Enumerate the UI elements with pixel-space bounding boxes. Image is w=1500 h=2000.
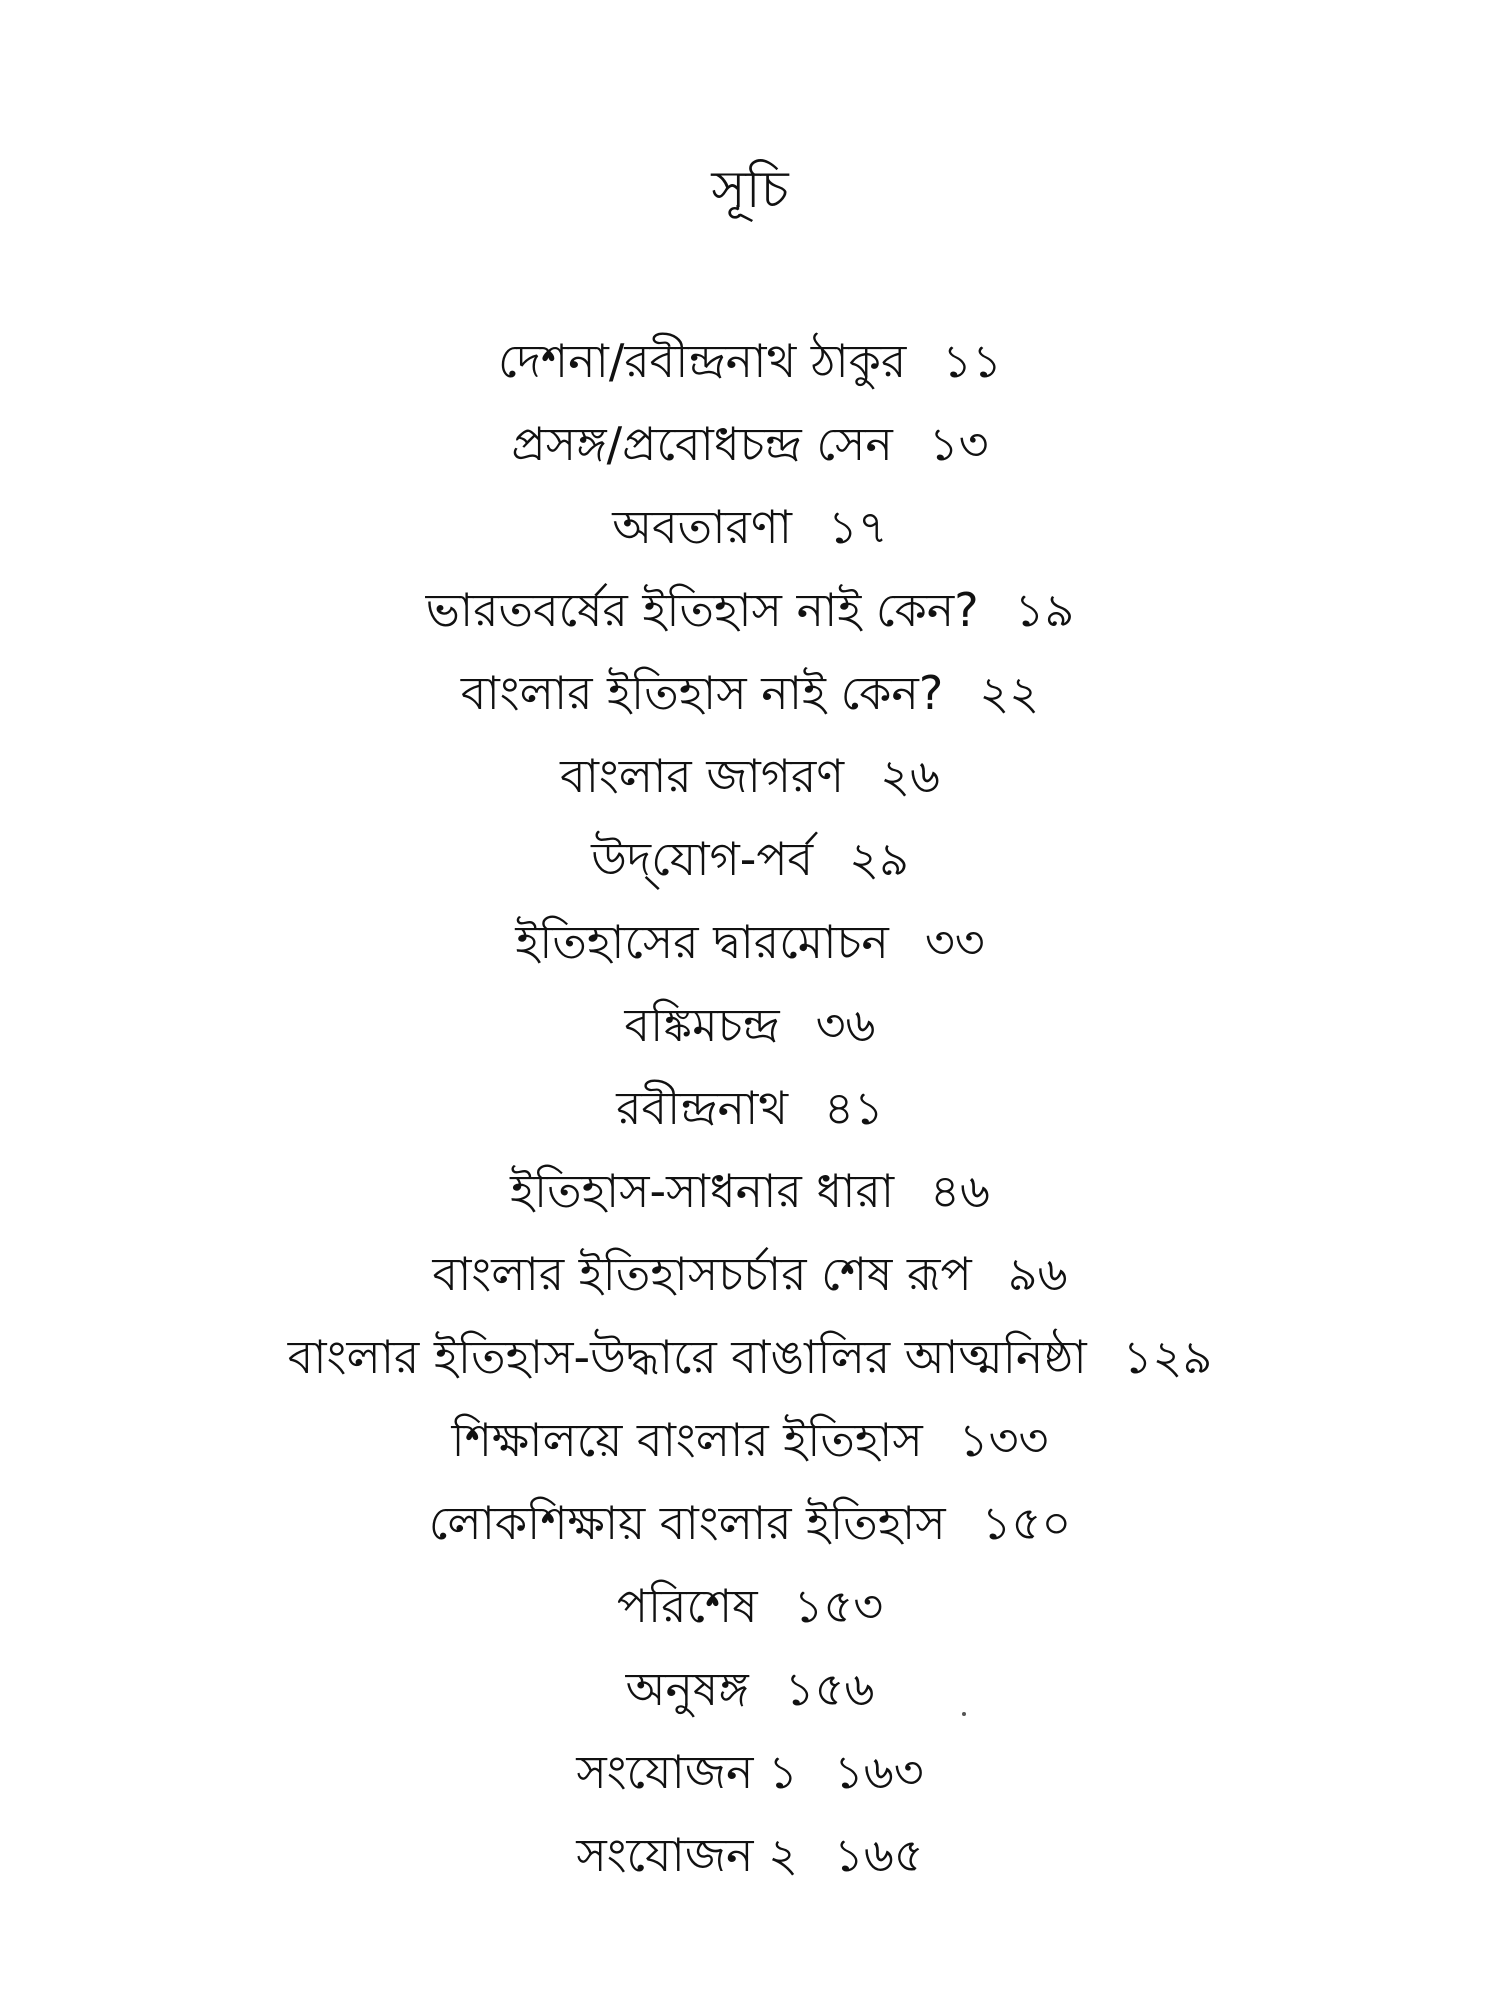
toc-entry (0, 1399, 1500, 1482)
toc-entry (0, 1316, 1500, 1399)
toc-entry-page: ১৭ (828, 500, 888, 554)
toc-entry-title: সংযোজন ১ (576, 1745, 798, 1799)
toc-entry-title: অনুষঙ্গ (625, 1662, 749, 1716)
toc-entry (0, 569, 1500, 652)
toc-entry (0, 901, 1500, 984)
toc-entry-page: ১৫৬ (784, 1662, 875, 1716)
toc-entry-page: ১৩ (928, 417, 989, 471)
toc-entry-title: পরিশেষ (616, 1579, 758, 1633)
toc-entry (0, 818, 1500, 901)
toc-entry-title: লোকশিক্ষায় বাংলার ইতিহাস (428, 1496, 946, 1550)
toc-entry-title: প্রসঙ্গ/প্রবোধচন্দ্র সেন (511, 417, 893, 471)
toc-entry-page: ১৫০ (981, 1496, 1072, 1550)
toc-entry (0, 1150, 1500, 1233)
toc-entry-page: ১৩৩ (958, 1413, 1049, 1467)
toc-entry-title: বঙ্কিমচন্দ্র (624, 998, 780, 1052)
toc-entry-page: ২৯ (849, 832, 909, 886)
toc-entry-title: বাংলার জাগরণ (560, 749, 845, 803)
toc-entry (0, 486, 1500, 569)
toc-entry-page: ১২৯ (1122, 1330, 1213, 1384)
toc-entry-title: বাংলার ইতিহাস-উদ্ধারে বাঙালির আত্মনিষ্ঠা (287, 1330, 1087, 1384)
toc-entry-title: ইতিহাসের দ্বারমোচন (515, 915, 889, 969)
toc-entry-page: ১৬৫ (834, 1828, 924, 1882)
toc-entry (0, 1648, 1500, 1731)
toc-entry (0, 1814, 1500, 1897)
toc-entry (0, 1233, 1500, 1316)
toc-entry-title: দেশনা/রবীন্দ্রনাথ ঠাকুর (498, 334, 907, 388)
toc-entry (0, 1482, 1500, 1565)
toc-entry-title: রবীন্দ্রনাথ (616, 1081, 789, 1135)
toc-entry-page: ২৬ (880, 749, 940, 803)
toc-entry-page: ১১ (942, 334, 1002, 388)
toc-entry-page: ১৯ (1014, 583, 1075, 637)
ink-speck (962, 1712, 966, 1716)
toc-entry-title: বাংলার ইতিহাসচর্চার শেষ রূপ (432, 1247, 972, 1301)
toc-entry (0, 1067, 1500, 1150)
toc-entry-page: ২২ (979, 666, 1040, 720)
toc-entry-title: সংযোজন ২ (576, 1828, 799, 1882)
table-of-contents (0, 320, 1500, 1897)
toc-entry-title: বাংলার ইতিহাস নাই কেন? (460, 666, 944, 720)
toc-entry (0, 652, 1500, 735)
toc-entry-page: ৪১ (824, 1081, 884, 1135)
toc-entry-page: ৯৬ (1007, 1247, 1068, 1301)
toc-entry-page: ৩৬ (815, 998, 876, 1052)
toc-entry-page: ৪৬ (930, 1164, 990, 1218)
toc-entry-title: ভারতবর্ষের ইতিহাস নাই কেন? (425, 583, 979, 637)
toc-entry (0, 403, 1500, 486)
toc-entry (0, 735, 1500, 818)
toc-entry (0, 320, 1500, 403)
page-title: সূচি (711, 160, 789, 220)
toc-entry-page: ৩৩ (924, 915, 985, 969)
toc-entry-page: ১৫৩ (793, 1579, 884, 1633)
toc-entry-page: ১৬৩ (833, 1745, 924, 1799)
toc-entry-title: শিক্ষালয়ে বাংলার ইতিহাস (451, 1413, 923, 1467)
toc-entry-title: ইতিহাস-সাধনার ধারা (510, 1164, 895, 1218)
toc-entry-title: অবতারণা (612, 500, 792, 554)
toc-entry (0, 984, 1500, 1067)
toc-entry-title: উদ্‌যোগ-পর্ব (591, 832, 814, 886)
toc-entry (0, 1731, 1500, 1814)
toc-entry (0, 1565, 1500, 1648)
